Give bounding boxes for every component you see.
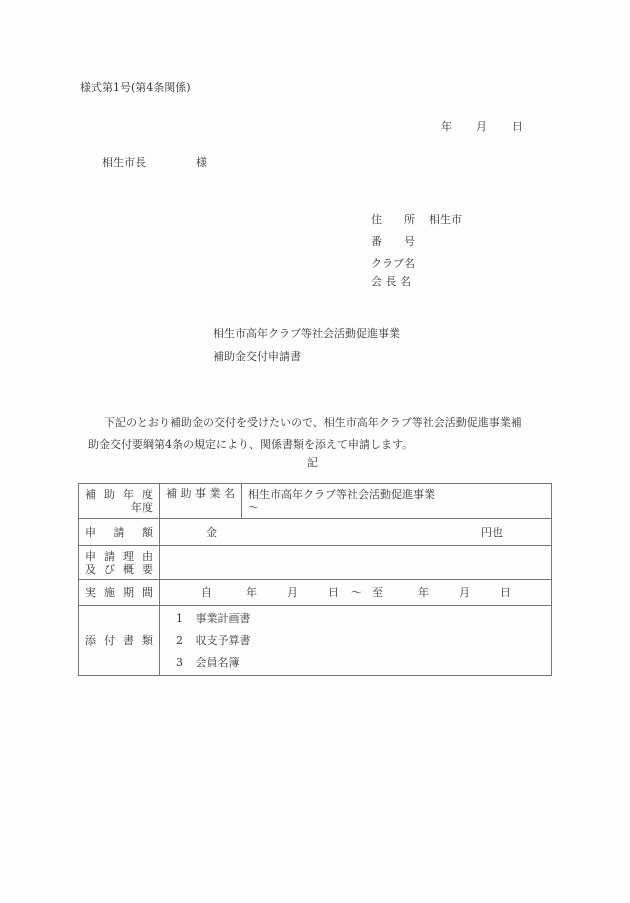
label-char: 補 [166,487,177,500]
table-row [79,519,552,546]
amount-suffix: 円也 [481,525,503,539]
period-year1: 年 [246,586,257,599]
label-char: 業 [209,487,221,500]
project-name-value: 相生市高年クラブ等社会活動促進事業 [248,488,435,501]
amount-label-cell [79,519,160,546]
chairman-name-label: 会 長 名 [371,275,411,288]
label-char: 申 [85,525,96,539]
date-month: 月 [476,120,487,133]
honorific: 様 [196,156,207,169]
address-label: 住 所 [371,213,415,226]
attachments-label-cell [79,606,160,676]
period-from: 自 [201,586,212,599]
label-char: 要 [142,562,153,576]
label-char: 度 [142,488,153,501]
body-line2: 助金交付要綱第4条の規定により、関係書類を添えて申請します。 [88,438,414,451]
list-item [176,630,545,652]
label-char: 実 [85,586,96,599]
label-char: 補 [85,488,96,501]
project-name-cell[interactable] [242,484,552,519]
table-row [79,546,552,580]
item-text: 事業計画書 [195,611,251,625]
item-text: 会員名簿 [195,655,240,669]
period-month2: 月 [459,586,470,599]
document-title-line1: 相生市高年クラブ等社会活動促進事業 [213,327,400,340]
body-line1: 下記のとおり補助金の交付を受けたいので、相生市高年クラブ等社会活動促進事業補 [104,416,522,429]
label-char: 名 [224,487,235,500]
label-char: 類 [142,634,153,647]
table-row [79,484,552,519]
table-row [79,580,552,606]
item-number: 1 [176,611,183,625]
reason-cell[interactable] [160,546,552,580]
date-year: 年 [441,120,452,133]
addressee: 相生市長 [102,156,146,169]
period-to: 至 [372,586,383,599]
item-number: 2 [176,633,183,647]
label-char: 請 [104,549,115,563]
label-char: 事 [195,487,206,500]
label-char: 書 [123,634,134,647]
label-char: 助 [104,488,115,501]
project-name-tilde: ～ [248,501,259,514]
label-char: 添 [85,634,96,647]
form-number: 様式第1号(第4条関係) [80,81,191,94]
application-table [78,483,552,676]
number-label: 番 号 [371,235,415,248]
period-year2: 年 [418,586,429,599]
label-char: 及 [85,562,96,576]
period-cell[interactable] [160,580,552,606]
amount-cell[interactable] [160,519,552,546]
item-text: 収支予算書 [195,633,251,647]
table-row [79,606,552,676]
label-char: 由 [142,549,153,563]
amount-prefix: 金 [206,525,217,539]
document-title-line2: 補助金交付申請書 [213,350,301,363]
address-value: 相生市 [429,213,462,226]
label-char: 期 [123,586,134,599]
club-name-label: クラブ名 [371,257,415,270]
period-label-cell [79,580,160,606]
label-char: 概 [123,562,134,576]
label-char: 間 [142,586,153,599]
label-char: 年 [123,488,134,501]
label-char: 助 [180,487,192,500]
period-day1: 日 [328,586,339,599]
project-name-label-cell [160,484,242,519]
label-char: 施 [104,586,115,599]
period-tilde: ～ [351,586,362,599]
body-paragraph [88,412,558,456]
date-day: 日 [512,120,523,133]
list-item [176,652,545,674]
label-char: 申 [85,549,96,563]
fiscal-year-value: 年度 [131,501,153,514]
label-char: 請 [113,525,125,539]
label-char: 付 [104,634,115,647]
period-month1: 月 [287,586,298,599]
ki-heading: 記 [307,456,318,469]
attachments-cell [160,606,552,676]
label-char: 額 [142,525,153,539]
label-char: 理 [123,549,134,563]
list-item [176,608,545,630]
item-number: 3 [176,655,183,669]
period-day2: 日 [500,586,511,599]
fiscal-year-cell [79,484,160,519]
label-char: び [104,562,115,576]
reason-label-cell [79,546,160,580]
